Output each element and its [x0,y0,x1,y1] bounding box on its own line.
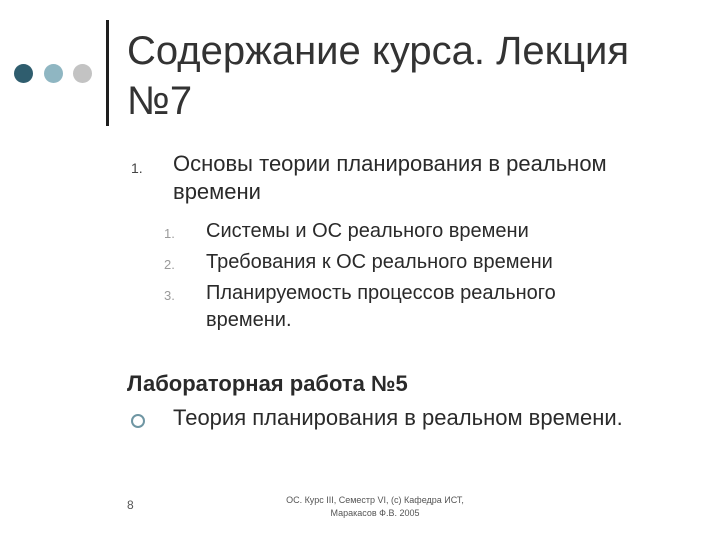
sub-item-text: Системы и ОС реального времени [206,220,529,242]
lab-heading: Лабораторная работа №5 [127,371,408,396]
main-item-number: 1. [131,160,143,176]
light-teal-dot [44,64,63,83]
dark-teal-dot [14,64,33,83]
title-divider [106,20,109,126]
footer-line-2: Маракасов Ф.В. 2005 [330,508,420,518]
gray-dot [73,64,92,83]
sub-item-text: Планируемость процессов реального времени. [206,282,556,331]
title-line-2: №7 [127,79,193,123]
title-line-1: Содержание курса. Лекция [127,29,630,73]
sub-item-number: 2. [164,257,175,272]
main-item-text: Основы теории планирования в реальном времени [173,151,607,204]
footer-text [250,494,500,520]
lab-bullet-text: Теория планирования в реальном времени. [173,405,623,430]
ring-bullet-icon [131,414,145,428]
page-number: 8 [127,498,134,512]
decorative-dots [14,64,104,86]
footer-line-1: ОС. Курс III, Семестр VI, (c) Кафедра ИСТ, [286,495,464,505]
slide-title [127,26,707,126]
sub-item-number: 1. [164,226,175,241]
sub-item-number: 3. [164,288,175,303]
sub-item-text: Требования к ОС реального времени [206,251,553,273]
